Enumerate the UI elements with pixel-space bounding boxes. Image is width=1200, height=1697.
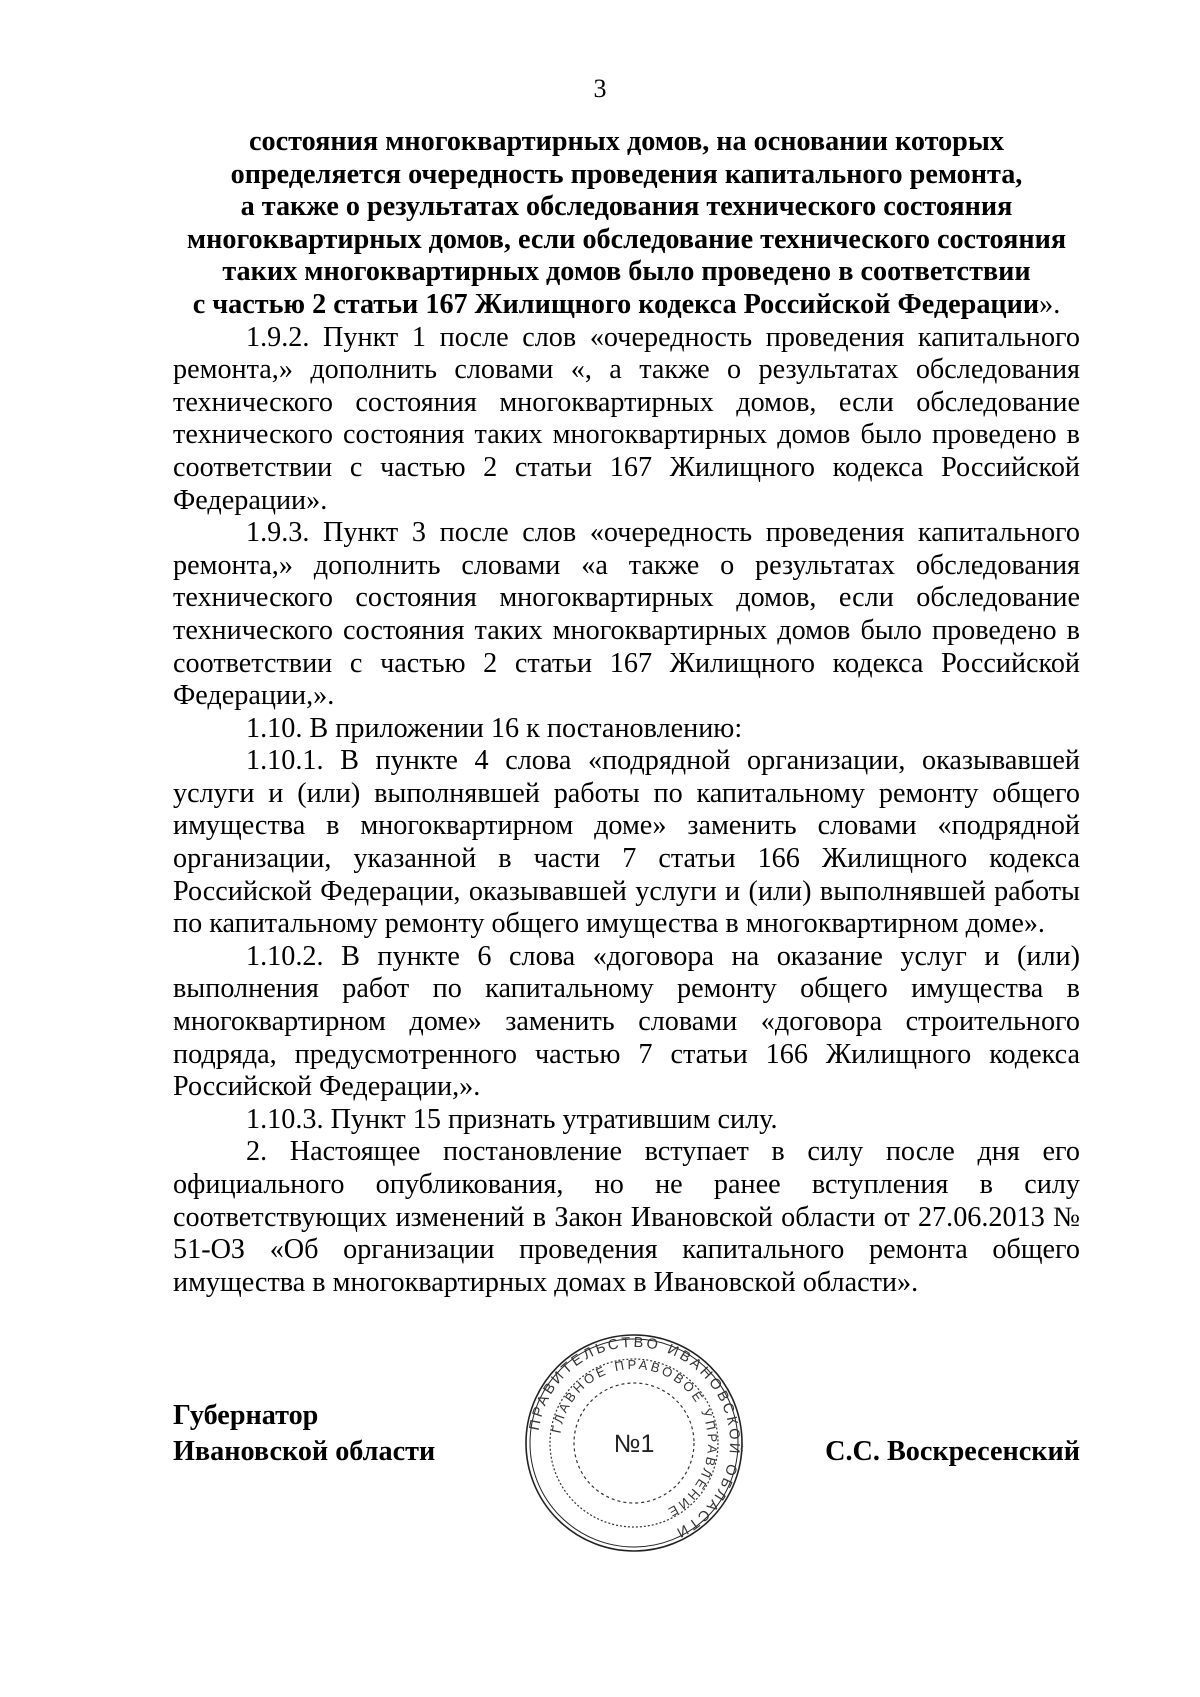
section-heading	[157, 126, 1096, 322]
paragraph-1-10: 1.10. В приложении 16 к постановлению:	[246, 712, 743, 744]
paragraph-1-10-2: 1.10.2. В пункте 6 слова «договора на оказание услуг и (или) выполнения работ по капитальному ремонту общего имущества в многоквартирном доме» заменить словами «договора строительного подряда, предусмотренного частью 7 статьи 166 Жилищного кодекса Российской Федерации,».	[173, 940, 1080, 1103]
signatory-title-line: Губернатор	[173, 1400, 319, 1431]
heading-line: а также о результатах обследования технического состояния	[240, 191, 1013, 223]
seal-inner-text: ГЛАВНОЕ ПРАВОВОЕ УПРАВЛЕНИЕ	[548, 1356, 721, 1521]
signatory-title-line: Ивановской области	[173, 1436, 436, 1467]
page-number: 3	[593, 74, 607, 103]
signatory-title	[173, 1398, 435, 1470]
paragraph-1-9-2: 1.9.2. Пункт 1 после слов «очередность проведения капитального ремонта,» дополнить словами «, а также о результатах обследования технического состояния многоквартирных домов, если обследование технического состояния таких многоквартирных домов было проведено в соответствии с частью 2 статьи 167 Жилищного кодекса Российской Федерации».	[173, 321, 1080, 516]
seal-outer-text: ПРАВИТЕЛЬСТВО ИВАНОВСКОЙ ОБЛАСТИ	[526, 1334, 743, 1542]
document-body	[173, 126, 1080, 1299]
paragraph-1-10-3: 1.10.3. Пункт 15 признать утратившим силу.	[246, 1103, 778, 1135]
heading-line: таких многоквартирных домов было проведено в соответствии	[222, 256, 1031, 288]
heading-line: многоквартирных домов, если обследование технического состояния	[186, 223, 1067, 255]
heading-closing-quote: ».	[1039, 288, 1061, 320]
heading-line: определяется очередность проведения капитального ремонта,	[230, 158, 1023, 190]
paragraph-1-10-1: 1.10.1. В пункте 4 слова «подрядной организации, оказывавшей услуги и (или) выполнявшей работы по капитальному ремонту общего имущества в многоквартирном доме» заменить словами «подрядной организации, указанной в части 7 статьи 166 Жилищного кодекса Российской Федерации, оказывавшей услуги и (или) выполнявшей работы по капитальному ремонту общего имущества в многоквартирном доме».	[173, 745, 1080, 940]
seal-number: №1	[613, 1430, 655, 1458]
official-seal-stamp	[522, 1331, 746, 1555]
heading-last-line: с частью 2 статьи 167 Жилищного кодекса Российской Федерации	[192, 288, 1040, 320]
heading-line	[157, 289, 1096, 322]
paragraph-1-9-3: 1.9.3. Пункт 3 после слов «очередность проведения капитального ремонта,» дополнить словами «а также о результатах обследования технического состояния многоквартирных домов, если обследование технического состояния таких многоквартирных домов было проведено в соответствии с частью 2 статьи 167 Жилищного кодекса Российской Федерации,».	[173, 517, 1080, 712]
paragraph-2: 2. Настоящее постановление вступает в силу после дня его официального опубликования, но не ранее вступления в силу соответствующих изменений в Закон Ивановской области от 27.06.2013 № 51-ОЗ «Об организации проведения капитального ремонта общего имущества в многоквартирных домах в Ивановской области».	[173, 1136, 1080, 1298]
heading-line: состояния многоквартирных домов, на основании которых	[249, 126, 1004, 157]
signatory-name: С.С. Воскресенский	[825, 1436, 1080, 1467]
